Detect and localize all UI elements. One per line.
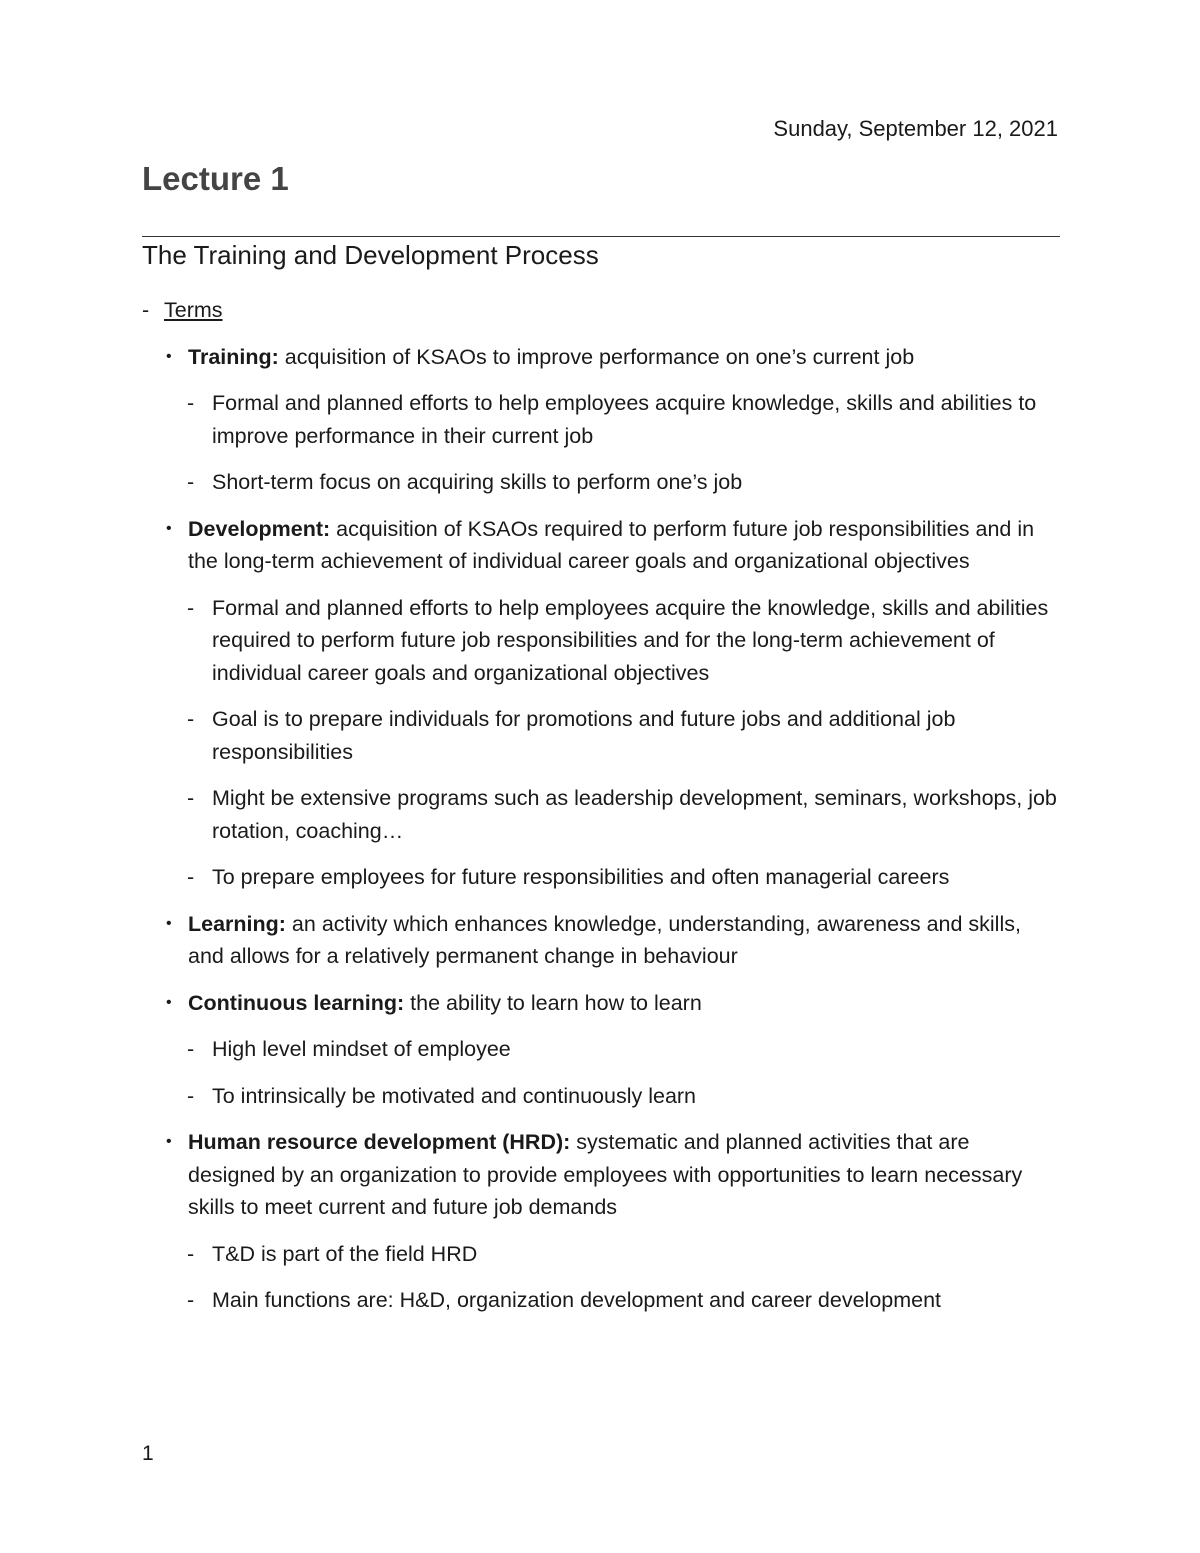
page-number: 1 xyxy=(142,1442,154,1465)
section-heading: The Training and Development Process xyxy=(142,240,599,270)
bullet-marker: • xyxy=(166,1133,172,1150)
outline-item-terms xyxy=(142,294,1062,327)
dash-marker: - xyxy=(187,470,195,494)
dash-marker: - xyxy=(187,391,195,415)
sub-point xyxy=(187,592,1062,690)
sub-point-text: Short-term focus on acquiring skills to perform one’s job xyxy=(212,470,743,494)
sub-point xyxy=(187,1033,1062,1066)
sub-point xyxy=(187,466,1062,499)
dash-marker: - xyxy=(187,1037,195,1061)
document-date: Sunday, September 12, 2021 xyxy=(773,116,1058,141)
sub-point-text: Main functions are: H&D, organization development and career development xyxy=(212,1288,942,1312)
dash-marker: - xyxy=(187,707,195,731)
term-hrd xyxy=(166,1126,1062,1224)
title-divider xyxy=(142,236,1060,237)
terms-heading: Terms xyxy=(164,298,223,322)
bullet-marker: • xyxy=(166,347,172,365)
term-learning xyxy=(166,908,1062,973)
term-label: Learning: xyxy=(188,911,286,936)
sub-point-text: Formal and planned efforts to help employees acquire the knowledge, skills and abilities required to perform future job responsibilities and for the long-term achievement of individual career goals and organizational objectives xyxy=(212,595,1049,685)
term-development xyxy=(166,513,1062,578)
page-title: Lecture 1 xyxy=(142,160,289,197)
sub-point xyxy=(187,1238,1062,1271)
sub-point xyxy=(187,1080,1062,1113)
term-training xyxy=(166,341,1062,374)
term-definition: the ability to learn how to learn xyxy=(404,990,702,1015)
term-label: Continuous learning: xyxy=(188,990,405,1015)
dash-marker: - xyxy=(187,1241,195,1266)
bullet-marker: • xyxy=(166,993,172,1011)
sub-point xyxy=(187,861,1062,894)
term-definition: acquisition of KSAOs required to perform future job responsibilities and in the long-term achievement of individual career goals and organizational objectives xyxy=(188,516,1035,573)
sub-point-text: T&D is part of the field HRD xyxy=(212,1241,478,1266)
term-continuous-learning xyxy=(166,987,1062,1020)
sub-point xyxy=(187,703,1062,768)
sub-point-text: Formal and planned efforts to help employees acquire knowledge, skills and abilities to improve performance in their current job xyxy=(212,391,1037,448)
dash-marker: - xyxy=(187,595,195,620)
sub-point-text: Might be extensive programs such as leadership development, seminars, workshops, job rotation, coaching… xyxy=(212,786,1057,843)
sub-point-text: To prepare employees for future responsibilities and often managerial careers xyxy=(212,865,950,889)
dash-marker: - xyxy=(187,1288,195,1312)
sub-point xyxy=(187,782,1062,847)
term-definition: acquisition of KSAOs to improve performance on one’s current job xyxy=(278,344,915,369)
term-definition: an activity which enhances knowledge, understanding, awareness and skills, and allows for a relatively permanent change in behaviour xyxy=(188,911,1021,968)
sub-point-text: High level mindset of employee xyxy=(212,1037,511,1061)
sub-point xyxy=(187,387,1062,452)
bullet-marker: • xyxy=(166,914,172,932)
notes-outline xyxy=(142,294,1062,1331)
sub-point-text: Goal is to prepare individuals for promotions and future jobs and additional job responsibilities xyxy=(212,707,956,764)
bullet-marker: • xyxy=(166,519,172,537)
dash-marker: - xyxy=(187,1083,195,1108)
term-label: Human resource development (HRD): xyxy=(188,1130,571,1154)
term-definition: systematic and planned activities that are designed by an organization to provide employees with opportunities to learn necessary skills to meet current and future job demands xyxy=(188,1130,1023,1219)
term-label: Development: xyxy=(188,516,331,541)
sub-point xyxy=(187,1284,1062,1317)
sub-point-text: To intrinsically be motivated and continuously learn xyxy=(212,1083,697,1108)
term-label: Training: xyxy=(188,344,279,369)
dash-marker: - xyxy=(187,786,195,810)
dash-marker: - xyxy=(142,298,150,322)
dash-marker: - xyxy=(187,865,195,889)
